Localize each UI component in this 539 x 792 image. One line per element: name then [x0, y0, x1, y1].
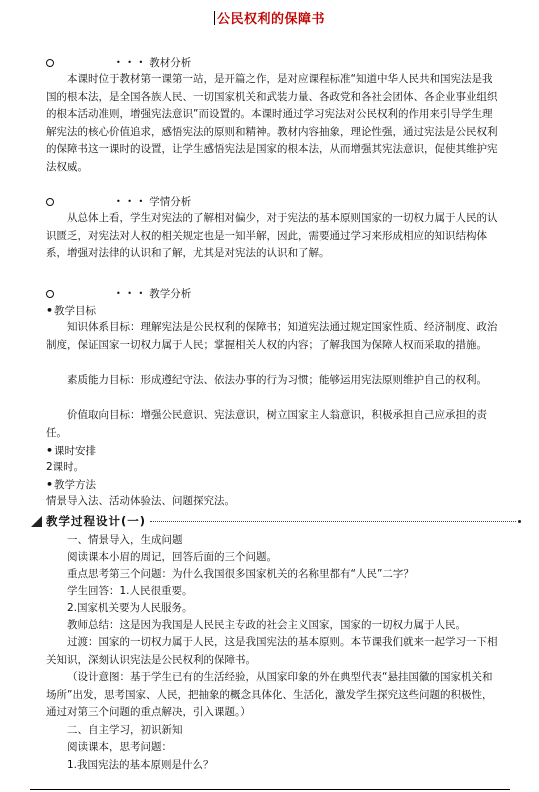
- ability-goal: 素质能力目标：形成遵纪守法、依法办事的行为习惯；能够运用宪法原则维护自己的权利。: [67, 374, 487, 386]
- bullet-icon: •: [46, 444, 54, 457]
- dots-icon: • • •: [116, 58, 146, 67]
- dotted-divider: [150, 521, 516, 522]
- schedule-heading: [46, 443, 96, 459]
- text-cursor: [214, 11, 215, 25]
- section-heading-learner: [46, 194, 191, 210]
- design-intent-paragraph: （设计意图：基于学生已有的生活经验，从国家印象的外在典型代表“悬挂国徽的国家机关和场所”出发，思考国家、人民，把抽象的概念具体化、生活化，激发学生探究这些问题的积极性，通过对第三个问题的重点解决，引入课题。）: [46, 671, 493, 718]
- step-one-heading: 一、情景导入，生成问题: [67, 534, 183, 546]
- section-heading-textbook: [46, 55, 191, 71]
- value-goal: 价值取向目标：增强公民意识、宪法意识，树立国家主人翁意识，积极承担自己应承担的责任。: [46, 409, 487, 439]
- schedule-value: 2课时。: [46, 461, 85, 473]
- page-bottom-rule: [30, 789, 510, 790]
- step-two-heading: 二、自主学习，初识新知: [67, 724, 183, 736]
- methods-heading-text: 教学方法: [54, 479, 97, 491]
- dots-icon: • • •: [116, 197, 146, 206]
- dots-icon: • • •: [116, 289, 146, 298]
- section-heading-teaching: [46, 286, 191, 302]
- bullet-icon: •: [46, 304, 54, 317]
- section-label: 教材分析: [149, 57, 192, 69]
- banner-title: 教学过程设计(一): [46, 514, 147, 528]
- textbook-analysis-paragraph: 本课时位于教材第一课第一站，是开篇之作，是对应课程标准“知道中华人民共和国宪法是我国的根本法，是全国各族人民、一切国家机关和武装力量、各政党和各社会团体、各企业事业组织的根本活动准则，增强宪法意识”而设置的。本课时通过学习宪法对公民权利的作用来引导学生理解宪法的核心价值追求，感悟宪法的原则和精神。教材内容抽象，理论性强，通过宪法是公民权利的保障书这一课时的设置，让学生感悟宪法是国家的根本法，从而增强其宪法意识，促使其维护宪法权威。: [46, 73, 498, 173]
- process-line: 阅读课本，思考问题：: [67, 741, 172, 753]
- process-line: 学生回答：1.人民很重要。: [67, 585, 193, 597]
- end-dot-icon: [518, 520, 521, 523]
- process-line: 过渡：国家的一切权力属于人民，这是我国宪法的基本原则。本节课我们就来一起学习一下相关知识，深刻认识宪法是公民权利的保障书。: [46, 636, 498, 666]
- section-label: 教学分析: [149, 288, 192, 300]
- goals-heading-text: 教学目标: [54, 305, 97, 317]
- knowledge-goal: 知识体系目标：理解宪法是公民权利的保障书；知道宪法通过规定国家性质、经济制度、政治制度，保证国家一切权力属于人民；掌握相关人权的内容；了解我国为保障人权而采取的措施。: [46, 321, 498, 351]
- methods-value: 情景导入法、活动体验法、问题探究法。: [46, 495, 235, 507]
- process-line: 重点思考第三个问题：为什么我国很多国家机关的名称里都有“人民”二字？: [67, 568, 414, 580]
- process-banner: [31, 513, 521, 529]
- methods-heading: [46, 477, 96, 493]
- title-text: 公民权利的保障书: [216, 12, 325, 27]
- document-title: [0, 8, 539, 27]
- question-item: 1.我国宪法的基本原则是什么？: [67, 759, 214, 771]
- triangle-icon: [31, 516, 42, 527]
- process-line: 教师总结：这是因为我国是人民民主专政的社会主义国家，国家的一切权力属于人民。: [67, 619, 466, 631]
- schedule-heading-text: 课时安排: [54, 445, 97, 457]
- learner-analysis-paragraph: 从总体上看，学生对宪法的了解相对偏少，对于宪法的基本原则国家的一切权力属于人民的认识匮乏，对宪法对人权的相关规定也是一知半解，因此，需要通过学习来形成相应的知识结构体系，增强对法律的认识和了解，尤其是对宪法的认识和了解。: [46, 212, 498, 259]
- process-line: 阅读课本小眉的周记，回答后面的三个问题。: [67, 551, 277, 563]
- section-label: 学情分析: [149, 196, 192, 208]
- circle-bullet-icon: [46, 290, 54, 298]
- process-line: 2.国家机关要为人民服务。: [67, 602, 193, 614]
- circle-bullet-icon: [46, 198, 54, 206]
- goals-heading: [46, 303, 96, 319]
- circle-bullet-icon: [46, 59, 54, 67]
- bullet-icon: •: [46, 478, 54, 491]
